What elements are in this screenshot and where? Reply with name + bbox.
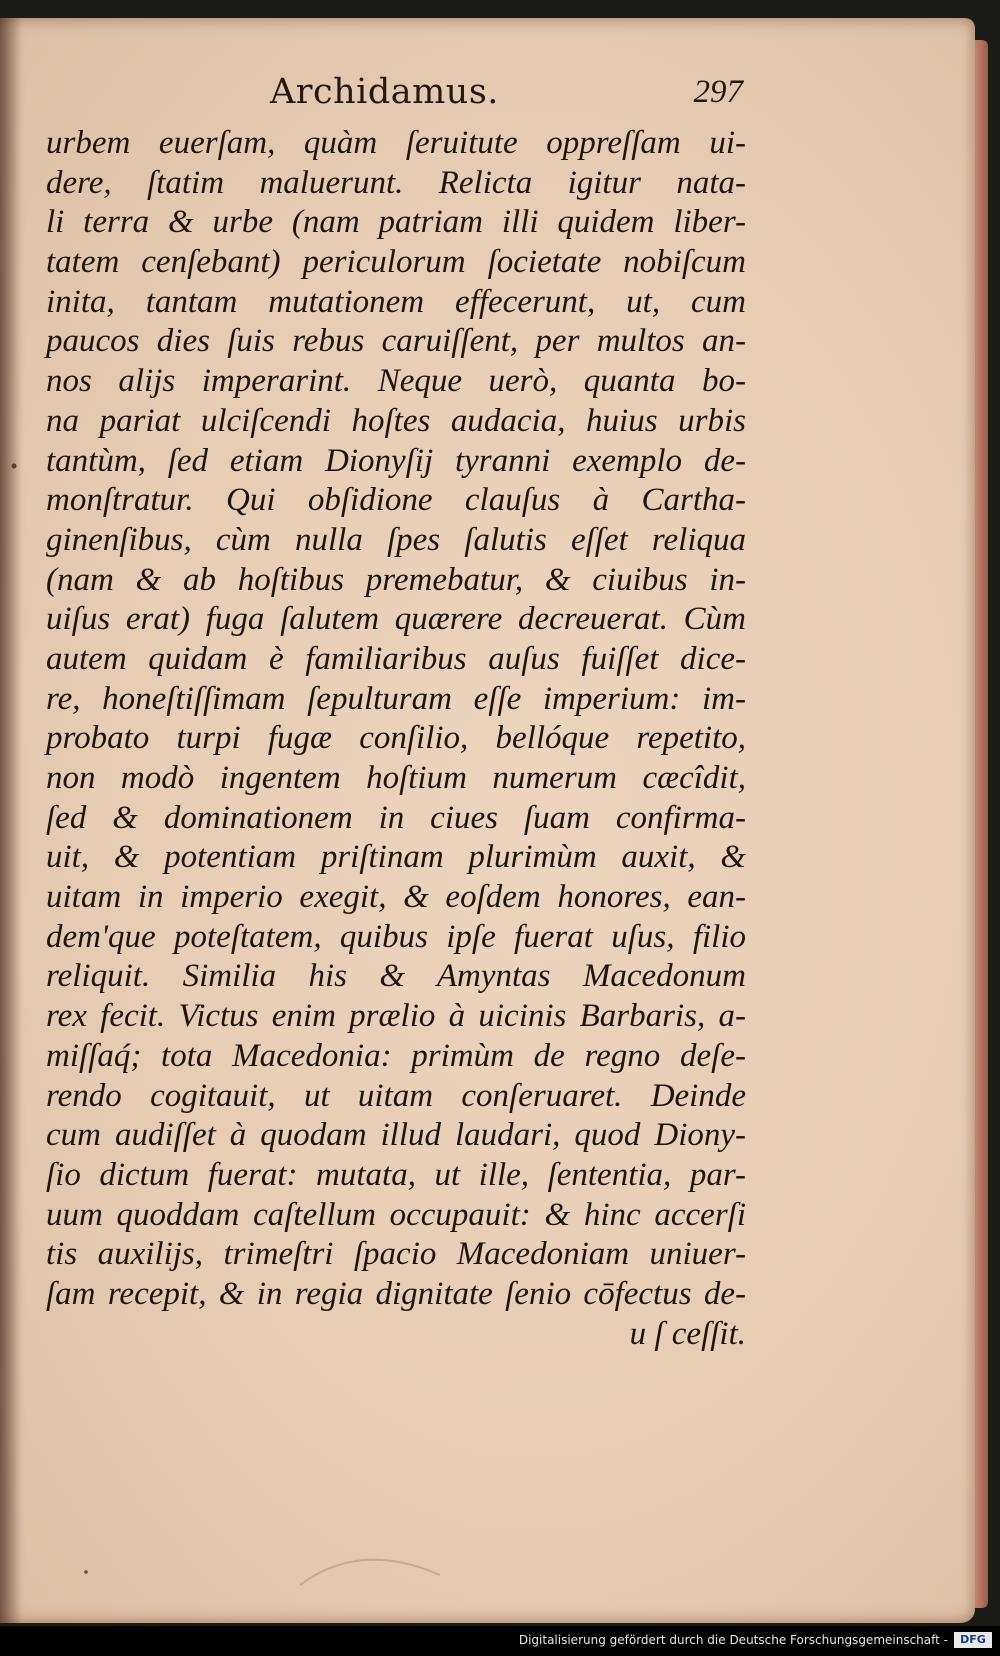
page-number: 297	[693, 74, 743, 110]
text-line: uitam in imperio exegit, & eoſdem honores, ean-	[46, 879, 746, 916]
text-line-catchword: u ſ ceſſit.	[629, 1315, 746, 1352]
dfg-logo: DFG	[954, 1632, 992, 1648]
text-line: na pariat ulciſcendi hoſtes audacia, huius urbis	[46, 402, 746, 439]
text-line: rex fecit. Victus enim prælio à uicinis Barbaris, a-	[46, 998, 746, 1035]
text-line: uum quoddam caſtellum occupauit: & hinc accerſi	[46, 1196, 746, 1233]
text-line: urbem euerſam, quàm ſeruitute oppreſſam ui-	[46, 125, 746, 161]
text-line: rendo cogitauit, ut uitam conſeruaret. Deinde	[46, 1077, 746, 1114]
text-line: uit, & potentiam priſtinam plurimùm auxit, &	[46, 839, 746, 876]
text-line: re, honeſtiſſimam ſepulturam eſſe imperium: im-	[46, 680, 746, 717]
text-line: cum audiſſet à quodam illud laudari, quod Diony-	[46, 1117, 746, 1154]
text-line: tantùm, ſed etiam Dionyſij tyranni exemplo de-	[46, 442, 746, 479]
text-line: paucos dies ſuis rebus caruiſſent, per multos an-	[46, 323, 746, 360]
text-line: dem'que poteſtatem, quibus ipſe fuerat uſus, filio	[46, 918, 746, 955]
paper-fold-mark	[300, 1560, 440, 1585]
text-line: tis auxilijs, trimeſtri ſpacio Macedoniam uniuer-	[46, 1236, 746, 1273]
text-line: dere, ſtatim maluerunt. Relicta igitur nata-	[46, 164, 746, 201]
digitization-footer	[0, 1626, 1000, 1656]
text-line: non modò ingentem hoſtium numerum cæcîdit,	[46, 760, 746, 796]
text-line: monſtratur. Qui obſidione clauſus à Cartha-	[46, 482, 746, 519]
text-line: uiſus erat) fuga ſalutem quærere decreuerat. Cùm	[46, 601, 746, 638]
ink-speck	[84, 1570, 88, 1574]
text-line: miſſaq́; tota Macedonia: primùm de regno deſe-	[46, 1037, 746, 1074]
running-head: Archidamus.	[270, 72, 499, 112]
text-line: probato turpi fugæ conſilio, bellóque repetito,	[46, 720, 746, 757]
text-line: nos alijs imperarint. Neque uerò, quanta bo-	[46, 363, 746, 400]
text-line: ſam recepit, & in regia dignitate ſenio cōfectus de-	[46, 1275, 746, 1312]
text-line: ſed & dominationem in ciues ſuam confirma-	[46, 799, 746, 836]
text-line: (nam & ab hoſtibus premebatur, & ciuibus in-	[46, 561, 746, 598]
ink-speck	[12, 464, 17, 469]
funding-credit: Digitalisierung gefördert durch die Deutsche Forschungsgemeinschaft -	[518, 1633, 948, 1647]
text-line: ſio dictum fuerat: mutata, ut ille, ſententia, par-	[46, 1156, 746, 1193]
text-line: tatem cenſebant) periculorum ſocietate nobiſcum	[46, 244, 746, 281]
text-line: inita, tantam mutationem effecerunt, ut, cum	[46, 283, 746, 320]
text-line: autem quidam è familiaribus auſus fuiſſet dice-	[46, 640, 746, 677]
text-line: ginenſibus, cùm nulla ſpes ſalutis eſſet reliqua	[46, 521, 746, 558]
text-line: li terra & urbe (nam patriam illi quidem liber-	[46, 204, 746, 241]
text-line: reliquit. Similia his & Amyntas Macedonum	[46, 958, 746, 995]
